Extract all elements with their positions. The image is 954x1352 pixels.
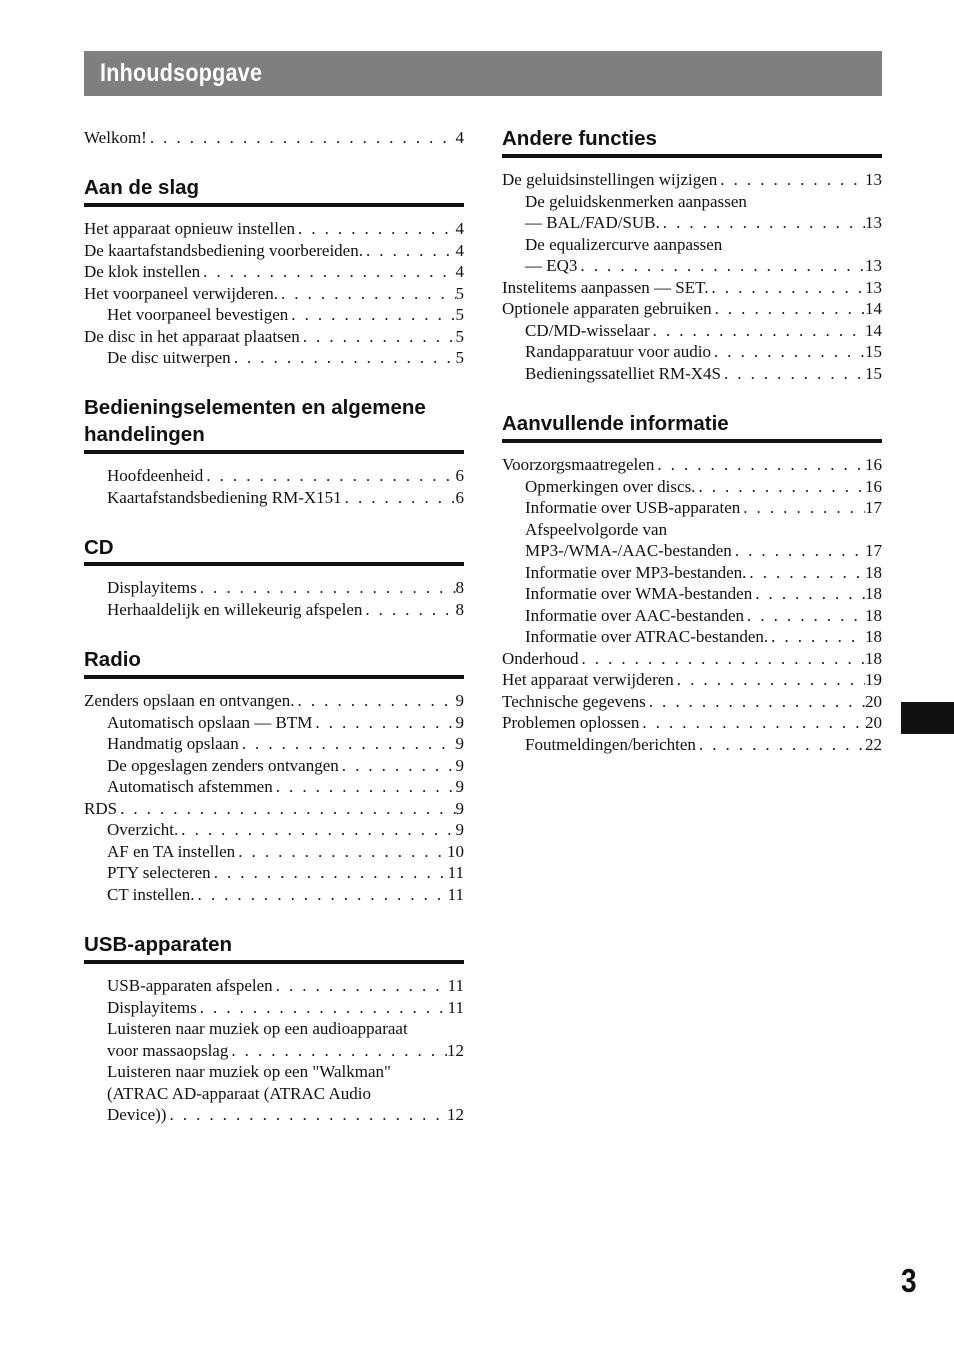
toc-entry[interactable] [107,304,464,326]
dot-leader [362,599,455,621]
toc-entry-page: 17 [865,498,882,517]
toc-entry-page: 18 [865,584,882,603]
toc-entry-page: 18 [865,605,882,625]
dot-leader [744,605,865,627]
toc-entry-title: PTY selecteren [107,863,211,882]
dot-leader [696,734,865,756]
toc-entry[interactable] [107,577,464,599]
dot-leader [577,255,865,277]
dot-leader [711,341,865,363]
toc-entry-page: 8 [455,599,464,619]
dot-leader [768,626,865,648]
toc-entry[interactable] [107,819,464,841]
toc-entry-title: Automatisch afstemmen [107,777,273,796]
toc-entry[interactable] [502,648,882,670]
toc-entry-title: CT instellen. [107,884,195,904]
toc-entry[interactable] [84,240,464,262]
toc-entry-page: 9 [455,777,464,796]
toc-entry-page: 18 [865,627,882,646]
toc-entry-page: 13 [865,277,882,297]
toc-entry-page: 13 [865,170,882,189]
toc-entry[interactable] [84,326,464,348]
section-heading-bediening-line2: handelingen [84,423,205,446]
toc-entry-page: 9 [455,755,464,775]
toc-entry-title: AF en TA instellen [107,841,236,861]
dot-leader [295,690,456,712]
dot-leader [197,577,456,599]
toc-entry[interactable] [107,997,464,1019]
dot-leader [717,169,865,191]
dot-leader [203,465,455,487]
toc-entry-page: 6 [455,466,464,485]
toc-entry-page: 11 [447,863,464,882]
dot-leader [239,733,456,755]
toc-entry[interactable] [107,1061,464,1083]
toc-entry[interactable] [107,975,464,997]
toc-entry-title: Device)) [107,1105,167,1124]
toc-entry-title: De geluidskenmerken aanpassen [525,191,747,211]
toc-entry-title: — EQ3 [525,256,578,275]
toc-entry[interactable] [525,519,882,541]
dot-leader [695,476,865,498]
toc-entry[interactable] [502,169,882,191]
toc-entry[interactable] [525,341,882,363]
toc-entry[interactable] [107,841,464,863]
toc-entry[interactable] [502,298,882,320]
toc-entry-title: Informatie over ATRAC-bestanden. [525,627,769,646]
toc-entry-page: 4 [455,219,464,238]
toc-entry[interactable] [107,1083,464,1105]
dot-leader [273,776,456,798]
dot-leader [278,283,456,305]
toc-entry-page: 6 [455,487,464,507]
dot-leader [578,648,865,670]
toc-entry-title: De disc in het apparaat plaatsen [84,326,300,346]
toc-entry-title: Randapparatuur voor audio [525,342,711,361]
toc-entry-title: De disc uitwerpen [107,348,231,367]
toc-entry-title: Informatie over USB-apparaten [525,498,741,517]
toc-entry-title: MP3-/WMA-/AAC-bestanden [525,541,732,560]
toc-entry-page: 10 [447,841,464,861]
section-heading-cd: CD [84,536,114,559]
dot-leader [147,127,456,149]
toc-entry[interactable] [84,261,464,283]
toc-entry-title: Displayitems [107,997,197,1017]
toc-entry-page: 16 [865,455,882,474]
section-rule [84,450,464,454]
dot-leader [195,884,448,906]
toc-entry-title: Technische gegevens [502,691,646,711]
toc-entry-page: 9 [455,798,464,818]
toc-entry[interactable] [107,733,464,755]
toc-entry-title: Informatie over AAC-bestanden [525,605,745,625]
toc-entry-title: Hoofdeenheid [107,466,204,485]
toc-entry[interactable] [84,283,464,305]
toc-entry-title: Informatie over WMA-bestanden [525,584,753,603]
dot-leader [363,240,456,262]
dot-leader [178,819,455,841]
toc-entry-title: Onderhoud [502,648,579,668]
section-side-tab [901,702,954,734]
toc-entry-title: Kaartafstandsbediening RM-X151 [107,487,342,507]
toc-entry-page: 18 [865,562,882,582]
toc-entry-page: 13 [865,213,882,232]
toc-entry-title: De klok instellen [84,262,201,281]
toc-entry-page: 11 [447,976,464,995]
toc-entry[interactable] [525,562,882,584]
toc-entry-page: 5 [455,305,464,324]
toc-entry-title: De equalizercurve aanpassen [525,234,723,254]
dot-leader [117,798,455,820]
dot-leader [273,975,448,997]
toc-entry-title: Het voorpaneel verwijderen. [84,283,278,303]
toc-entry-page: 9 [455,712,464,732]
toc-entry-page: 5 [455,283,464,303]
toc-entry[interactable] [107,1018,464,1040]
toc-entry-page: 17 [865,541,882,560]
toc-entry-title: voor massaopslag [107,1040,229,1060]
toc-entry-page: 9 [455,691,464,710]
section-heading-aanvullende-informatie: Aanvullende informatie [502,412,729,435]
toc-entry-page: 20 [865,691,882,711]
page-title: Inhoudsopgave [100,59,263,87]
toc-entry[interactable] [107,1104,464,1126]
toc-entry-page: 8 [455,578,464,597]
dot-leader [646,691,865,713]
toc-entry-title: De kaartafstandsbediening voorbereiden. [84,240,363,260]
section-heading-radio: Radio [84,648,141,671]
dot-leader [300,326,456,348]
toc-entry-title: (ATRAC AD-apparaat (ATRAC Audio [107,1083,371,1103]
toc-entry-page: 9 [455,820,464,839]
toc-entry[interactable] [525,320,882,342]
toc-entry[interactable] [502,277,882,299]
section-rule [502,439,882,443]
dot-leader [342,487,456,509]
dot-leader [197,997,448,1019]
toc-entry[interactable] [84,690,464,712]
dot-leader [312,712,455,734]
page-number: 3 [901,1262,917,1299]
toc-entry-title: Bedieningssatelliet RM-X4S [525,363,721,383]
toc-entry-page: 14 [865,320,882,340]
toc-entry[interactable] [525,212,882,234]
toc-entry-title: Informatie over MP3-bestanden. [525,562,747,582]
toc-entry[interactable] [525,476,882,498]
toc-entry-title: RDS [84,798,118,818]
title-banner [84,51,882,96]
toc-entry[interactable] [84,218,464,240]
toc-entry[interactable] [107,712,464,734]
section-rule [84,675,464,679]
toc-entry-title: Handmatig opslaan [107,734,239,753]
toc-entry-page: 16 [865,476,882,496]
toc-entry-title: Zenders opslaan en ontvangen. [84,691,295,710]
toc-entry[interactable] [107,884,464,906]
dot-leader [746,562,865,584]
toc-entry-title: Foutmeldingen/berichten [525,734,696,754]
toc-entry-page: 12 [447,1105,464,1124]
dot-leader [674,669,865,691]
section-rule [502,154,882,158]
toc-entry[interactable] [107,347,464,369]
toc-entry-page: 14 [865,299,882,318]
dot-leader [721,363,865,385]
toc-entry[interactable] [525,540,882,562]
toc-entry[interactable] [525,255,882,277]
toc-entry-page: 4 [455,240,464,260]
section-heading-usb: USB-apparaten [84,933,233,956]
dot-leader [732,540,865,562]
toc-entry[interactable] [525,583,882,605]
toc-entry-title: Luisteren naar muziek op een "Walkman" [107,1062,391,1081]
section-rule [84,203,464,207]
toc-entry-page: 4 [455,128,464,147]
toc-entry-page: 11 [447,884,464,904]
dot-leader [200,261,455,283]
toc-entry[interactable] [525,191,882,213]
toc-entry-page: 19 [865,670,882,689]
toc-entry-title: Welkom! [84,128,147,147]
toc-entry-welkom[interactable] [84,127,464,149]
section-rule [84,562,464,566]
toc-entry-page: 22 [865,734,882,754]
toc-entry-title: Problemen oplossen [502,713,640,732]
toc-entry[interactable] [525,734,882,756]
dot-leader [740,497,865,519]
toc-entry-page: 9 [455,734,464,753]
toc-entry-title: — BAL/FAD/SUB. [525,213,660,232]
dot-leader [752,583,865,605]
toc-entry-title: CD/MD-wisselaar [525,320,650,340]
toc-entry-page: 13 [865,256,882,275]
dot-leader [295,218,455,240]
section-heading-aan-de-slag: Aan de slag [84,176,200,199]
toc-entry-title: Het apparaat verwijderen [502,670,674,689]
toc-entry[interactable] [107,755,464,777]
toc-entry-title: Instelitems aanpassen — SET. [502,277,709,297]
toc-entry-title: De opgeslagen zenders ontvangen [107,755,339,775]
toc-entry-title: Overzicht. [107,820,179,839]
toc-entry-page: 20 [865,713,882,732]
section-heading-andere-functies: Andere functies [502,127,657,150]
toc-entry-title: De geluidsinstellingen wijzigen [502,170,718,189]
toc-entry-page: 12 [447,1040,464,1060]
toc-entry-page: 5 [455,326,464,346]
toc-entry[interactable] [107,599,464,621]
toc-entry-title: Afspeelvolgorde van [525,519,668,539]
section-heading-bediening: Bedieningselementen en algemene [84,396,426,419]
dot-leader [639,712,865,734]
dot-leader [211,862,448,884]
toc-entry-page: 15 [865,363,882,383]
dot-leader [288,304,455,326]
toc-entry-title: Het voorpaneel bevestigen [107,305,289,324]
toc-entry[interactable] [107,487,464,509]
toc-entry-title: Luisteren naar muziek op een audioapparaat [107,1019,408,1038]
toc-entry-title: Displayitems [107,578,197,597]
toc-entry-title: Automatisch opslaan — BTM [107,712,313,732]
toc-entry[interactable] [502,712,882,734]
toc-entry[interactable] [525,363,882,385]
toc-entry[interactable] [84,798,464,820]
toc-entry[interactable] [502,691,882,713]
toc-entry-page: 11 [447,997,464,1017]
dot-leader [708,277,865,299]
toc-entry[interactable] [107,776,464,798]
toc-entry[interactable] [107,862,464,884]
toc-entry[interactable] [525,626,882,648]
dot-leader [231,347,456,369]
toc-entry-title: Opmerkingen over discs. [525,476,696,496]
toc-entry-page: 18 [865,648,882,668]
dot-leader [660,212,865,234]
toc-entry-title: Voorzorgsmaatregelen [502,455,655,474]
dot-leader [235,841,447,863]
toc-entry[interactable] [107,1040,464,1062]
toc-entry-title: Optionele apparaten gebruiken [502,299,712,318]
toc-entry[interactable] [107,465,464,487]
toc-entry[interactable] [525,234,882,256]
dot-leader [712,298,865,320]
toc-entry[interactable] [502,454,882,476]
toc-entry-title: USB-apparaten afspelen [107,976,273,995]
toc-entry-page: 15 [865,342,882,361]
dot-leader [650,320,865,342]
dot-leader [228,1040,447,1062]
toc-entry-page: 5 [455,348,464,367]
toc-entry[interactable] [525,497,882,519]
dot-leader [654,454,865,476]
dot-leader [339,755,456,777]
section-rule [84,960,464,964]
toc-entry-page: 4 [455,262,464,281]
toc-entry[interactable] [525,605,882,627]
toc-entry-title: Herhaaldelijk en willekeurig afspelen [107,599,363,619]
toc-entry-title: Het apparaat opnieuw instellen [84,219,296,238]
dot-leader [166,1104,447,1126]
toc-entry[interactable] [502,669,882,691]
